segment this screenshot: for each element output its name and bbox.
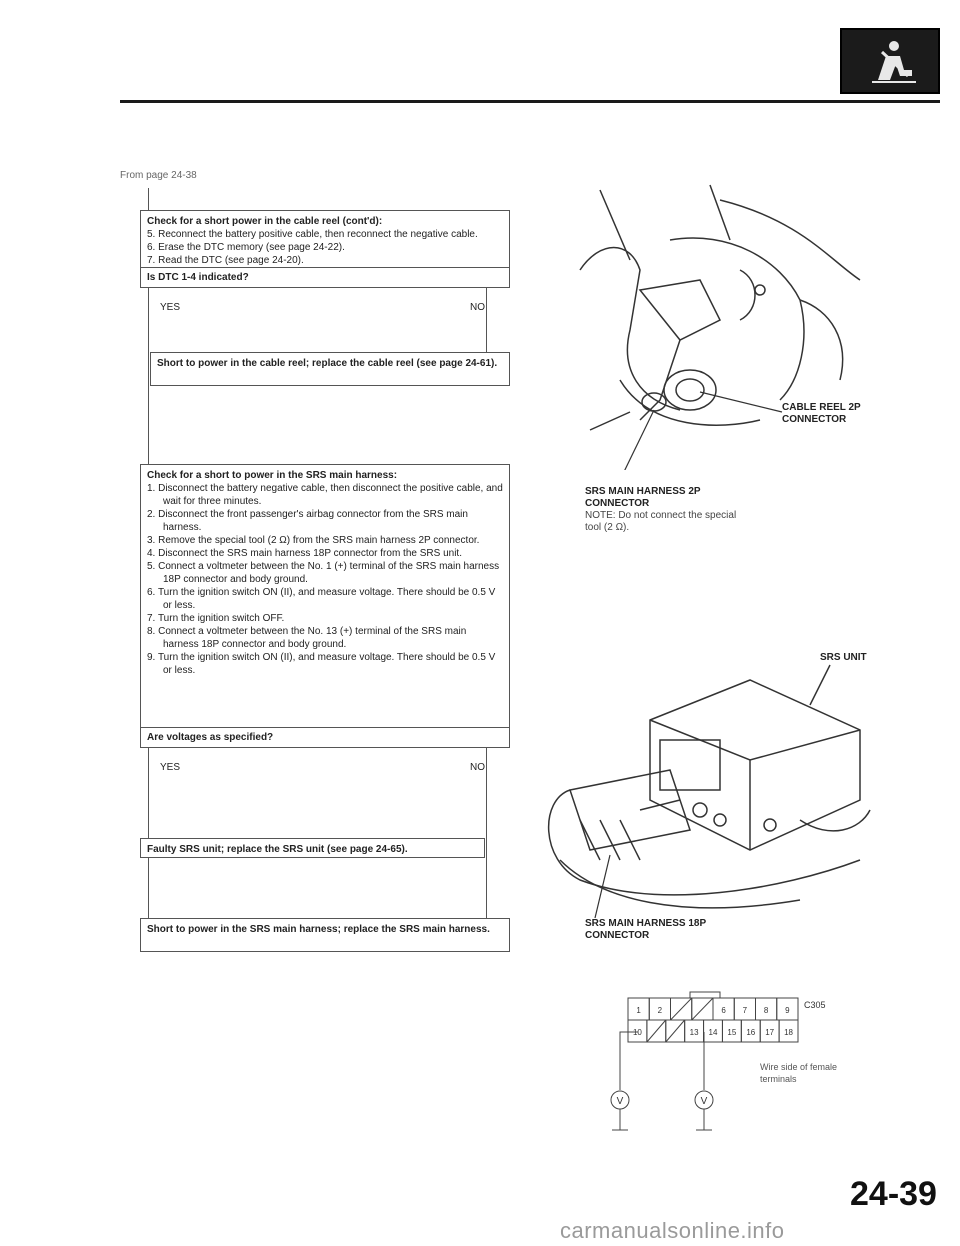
from-page-reference: From page 24-38 [120,170,197,181]
no-label: NO [470,762,485,773]
empty-cavity-mark [647,1020,666,1042]
seat-belt-airbag-icon [840,28,940,94]
check-step: 8. Connect a voltmeter between the No. 13 (+) terminal of the SRS main harness 18P connector and body ground. [147,626,467,650]
steering-column-figure [560,180,880,470]
check-step: 4. Disconnect the SRS main harness 18P connector from the SRS unit. [147,548,462,559]
connector-row-2 [628,1020,798,1042]
connector-id: C305 [804,1000,826,1010]
empty-cavity-mark [671,998,692,1020]
pin-number: 9 [785,1006,790,1015]
result-srs-harness: Short to power in the SRS main harness; replace the SRS main harness. [140,918,510,952]
yes-label: YES [160,762,181,773]
result-cable-reel: Short to power in the cable reel; replace the cable reel (see page 24-61). [150,352,510,386]
voltmeter-icon: V [616,1096,624,1107]
check-step: 2. Disconnect the front passenger's airbag connector from the SRS main harness. [147,509,468,533]
flow-line [148,748,149,838]
check-step: 5. Connect a voltmeter between the No. 1 (+) terminal of the SRS main harness 18P connector and body ground. [147,561,500,585]
pin-number: 10 [632,1028,642,1037]
pin-number: 8 [763,1006,769,1015]
flow-line [148,856,149,918]
check-box-cable-reel [140,210,510,288]
flow-line [486,748,487,918]
check-step: 1. Disconnect the battery negative cable, then disconnect the positive cable, and wait for three minutes. [147,483,503,507]
flow-line [486,288,487,352]
pin-number: 15 [727,1028,737,1037]
pin-number: 16 [746,1028,756,1037]
check-box-srs-harness [140,464,510,748]
srs-harness-2p-label [585,486,755,534]
pin-number: 13 [689,1028,699,1037]
empty-cavity-mark [692,998,713,1020]
pin-number: 6 [721,1006,726,1015]
check-question: Are voltages as specified? [141,727,509,747]
check-step: 6. Turn the ignition switch ON (II), and measure voltage. There should be 0.5 V or less. [147,587,496,611]
srs-harness-18p-label: SRS MAIN HARNESS 18P CONNECTOR [585,918,706,941]
check-step: 6. Erase the DTC memory (see page 24-22). [147,242,345,253]
flow-line [148,288,149,464]
srs-harness-2p-title: SRS MAIN HARNESS 2P CONNECTOR [585,486,701,509]
srs-unit-label: SRS UNIT [820,652,867,663]
check-step: 3. Remove the special tool (2 Ω) from the SRS main harness 2P connector. [147,535,480,546]
flow-line [148,188,149,210]
check-step: 7. Turn the ignition switch OFF. [147,613,285,624]
watermark: carmanualsonline.info [560,1218,785,1243]
pin-number: 1 [636,1006,641,1015]
pin-number: 7 [742,1006,748,1015]
srs-unit-figure [540,660,880,920]
no-label: NO [470,302,485,313]
special-tool-note: NOTE: Do not connect the special tool (2 Ω). [585,510,737,533]
result-faulty-srs-unit: Faulty SRS unit; replace the SRS unit (see page 24-65). [140,838,485,858]
check-step: 7. Read the DTC (see page 24-20). [147,255,304,266]
check-step: 5. Reconnect the battery positive cable, then reconnect the negative cable. [147,229,478,240]
wire-side-caption: Wire side of female terminals [760,1062,838,1084]
pin-number: 17 [765,1028,775,1037]
yes-label: YES [160,302,181,313]
cable-reel-connector-label: CABLE REEL 2P CONNECTOR [782,402,861,425]
connector-pinout-figure [600,990,860,1140]
header-rule [120,100,940,103]
page-number: 24-39 [850,1175,937,1213]
empty-cavity-mark [666,1020,685,1042]
check-title: Check for a short power in the cable reel (cont'd): [147,216,383,227]
pin-number: 18 [784,1028,794,1037]
voltmeter-icon: V [700,1096,708,1107]
check-question: Is DTC 1-4 indicated? [141,267,509,287]
check-step: 9. Turn the ignition switch ON (II), and measure voltage. There should be 0.5 V or less. [147,652,496,676]
pin-number: 14 [708,1028,718,1037]
connector-row-1 [628,998,798,1020]
check-title: Check for a short to power in the SRS main harness: [147,470,398,481]
pin-number: 2 [657,1006,663,1015]
